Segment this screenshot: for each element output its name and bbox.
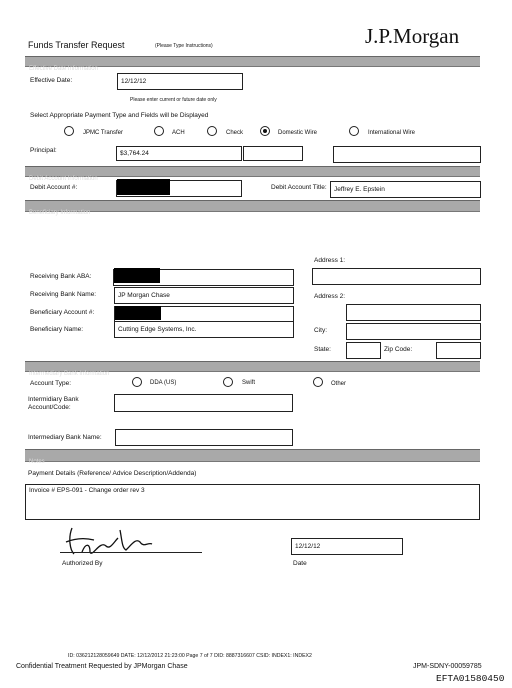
signature-date-field[interactable]: 12/12/12 <box>291 538 403 555</box>
efta-number: EFTA01580450 <box>436 673 505 684</box>
fax-header-line: ID: 036212128059649 DATE: 12/12/2012 21:23:00 Page 7 of 7 DID: 8887316607 CSID: INDEX1: INDEX2 <box>68 653 312 659</box>
form-title: Funds Transfer Request <box>28 40 125 50</box>
dda-us-label: DDA (US) <box>150 380 177 386</box>
address2-label: Address 2: <box>314 293 346 300</box>
intermediary-bank-name-field[interactable] <box>115 429 293 446</box>
check-radio[interactable] <box>207 126 217 136</box>
section-band-beneficiary <box>25 200 480 216</box>
account-type-label: Account Type: <box>30 380 72 387</box>
jpmorgan-logo: J.P.Morgan <box>365 24 460 48</box>
income-field-extension[interactable] <box>333 146 481 163</box>
state-label: State: <box>314 346 331 353</box>
receiving-bank-aba-label: Receiving Bank ABA: <box>30 273 92 280</box>
domestic-wire-radio[interactable] <box>260 126 270 136</box>
principal-field[interactable]: $3,764.24 <box>116 146 242 161</box>
beneficiary-name-label: Beneficiary Name: <box>30 326 84 333</box>
confidential-notice: Confidential Treatment Requested by JPMorgan Chase <box>16 663 188 670</box>
redaction-block <box>114 268 160 283</box>
intermediary-code-label-line1: Intermidiary Bank <box>28 396 79 403</box>
international-wire-label: International Wire <box>368 130 416 136</box>
intermediary-code-field[interactable] <box>114 394 293 412</box>
zip-code-field[interactable] <box>436 342 481 359</box>
section-band-notes <box>25 449 480 465</box>
address1-label: Address 1: <box>314 257 346 264</box>
receiving-bank-name-label: Receiving Bank Name: <box>30 291 97 298</box>
payment-type-prompt: Select Appropriate Payment Type and Fields will be Displayed <box>30 112 209 119</box>
effective-date-label: Effective Date: <box>30 77 73 84</box>
section-band-label: Beneficiary Information <box>29 210 91 216</box>
zip-code-label: Zip Code: <box>384 346 413 353</box>
signature-line <box>60 552 202 553</box>
international-wire-radio[interactable] <box>349 126 359 136</box>
payment-details-label: Payment Details (Reference/ Advice Description/Addenda) <box>28 470 197 477</box>
redaction-block <box>115 306 161 320</box>
effective-date-note: Please enter current or future date only <box>130 97 217 103</box>
section-band-label: Effective Date Information <box>29 66 98 72</box>
authorized-by-label: Authorized By <box>62 560 103 567</box>
income-field[interactable] <box>243 146 303 161</box>
bates-number: JPM-SDNY-00059785 <box>413 663 482 670</box>
beneficiary-name-field[interactable]: Cutting Edge Systems, Inc. <box>114 321 294 338</box>
swift-radio[interactable] <box>223 377 233 387</box>
swift-label: Swift <box>242 380 256 386</box>
debit-account-title-label: Debit Account Title: <box>271 184 327 191</box>
section-band-label: Intermediary Bank Information <box>29 371 110 377</box>
section-band-label: Debit Account Information <box>29 176 98 182</box>
beneficiary-account-label: Beneficiary Account #: <box>30 309 95 316</box>
receiving-bank-name-field[interactable]: JP Morgan Chase <box>114 287 294 304</box>
signature-image <box>60 518 170 562</box>
address1-field[interactable] <box>312 268 481 285</box>
address2-field[interactable] <box>346 304 481 321</box>
payment-details-field[interactable]: Invoice # EPS-091 - Change order rev 3 <box>25 484 480 520</box>
ach-radio[interactable] <box>154 126 164 136</box>
section-band-debit <box>25 166 480 182</box>
other-label: Other <box>331 381 347 387</box>
debit-account-label: Debit Account #: <box>30 184 78 191</box>
domestic-wire-label: Domestic Wire <box>278 130 318 136</box>
intermediary-code-label-line2: Account/Code: <box>28 404 71 411</box>
intermediary-bank-name-label: Intermediary Bank Name: <box>28 434 102 441</box>
jpmc-transfer-label: JPMC Transfer <box>83 130 124 136</box>
other-radio[interactable] <box>313 377 323 387</box>
city-field[interactable] <box>346 323 481 340</box>
section-band-effective <box>25 56 480 72</box>
section-band-intermediary <box>25 361 480 377</box>
form-instructions: (Please Type Instructions) <box>155 43 213 49</box>
city-label: City: <box>314 327 327 334</box>
state-field[interactable] <box>346 342 381 359</box>
section-band-label: Notes <box>29 459 45 465</box>
redaction-block <box>117 179 170 195</box>
check-label: Check <box>226 130 244 136</box>
debit-account-title-field[interactable]: Jeffrey E. Epstein <box>330 181 481 198</box>
dda-us-radio[interactable] <box>132 377 142 387</box>
date-label: Date <box>293 560 307 567</box>
principal-label: Principal: <box>30 147 57 154</box>
effective-date-field[interactable]: 12/12/12 <box>117 73 243 90</box>
ach-label: ACH <box>172 130 185 136</box>
jpmc-transfer-radio[interactable] <box>64 126 74 136</box>
